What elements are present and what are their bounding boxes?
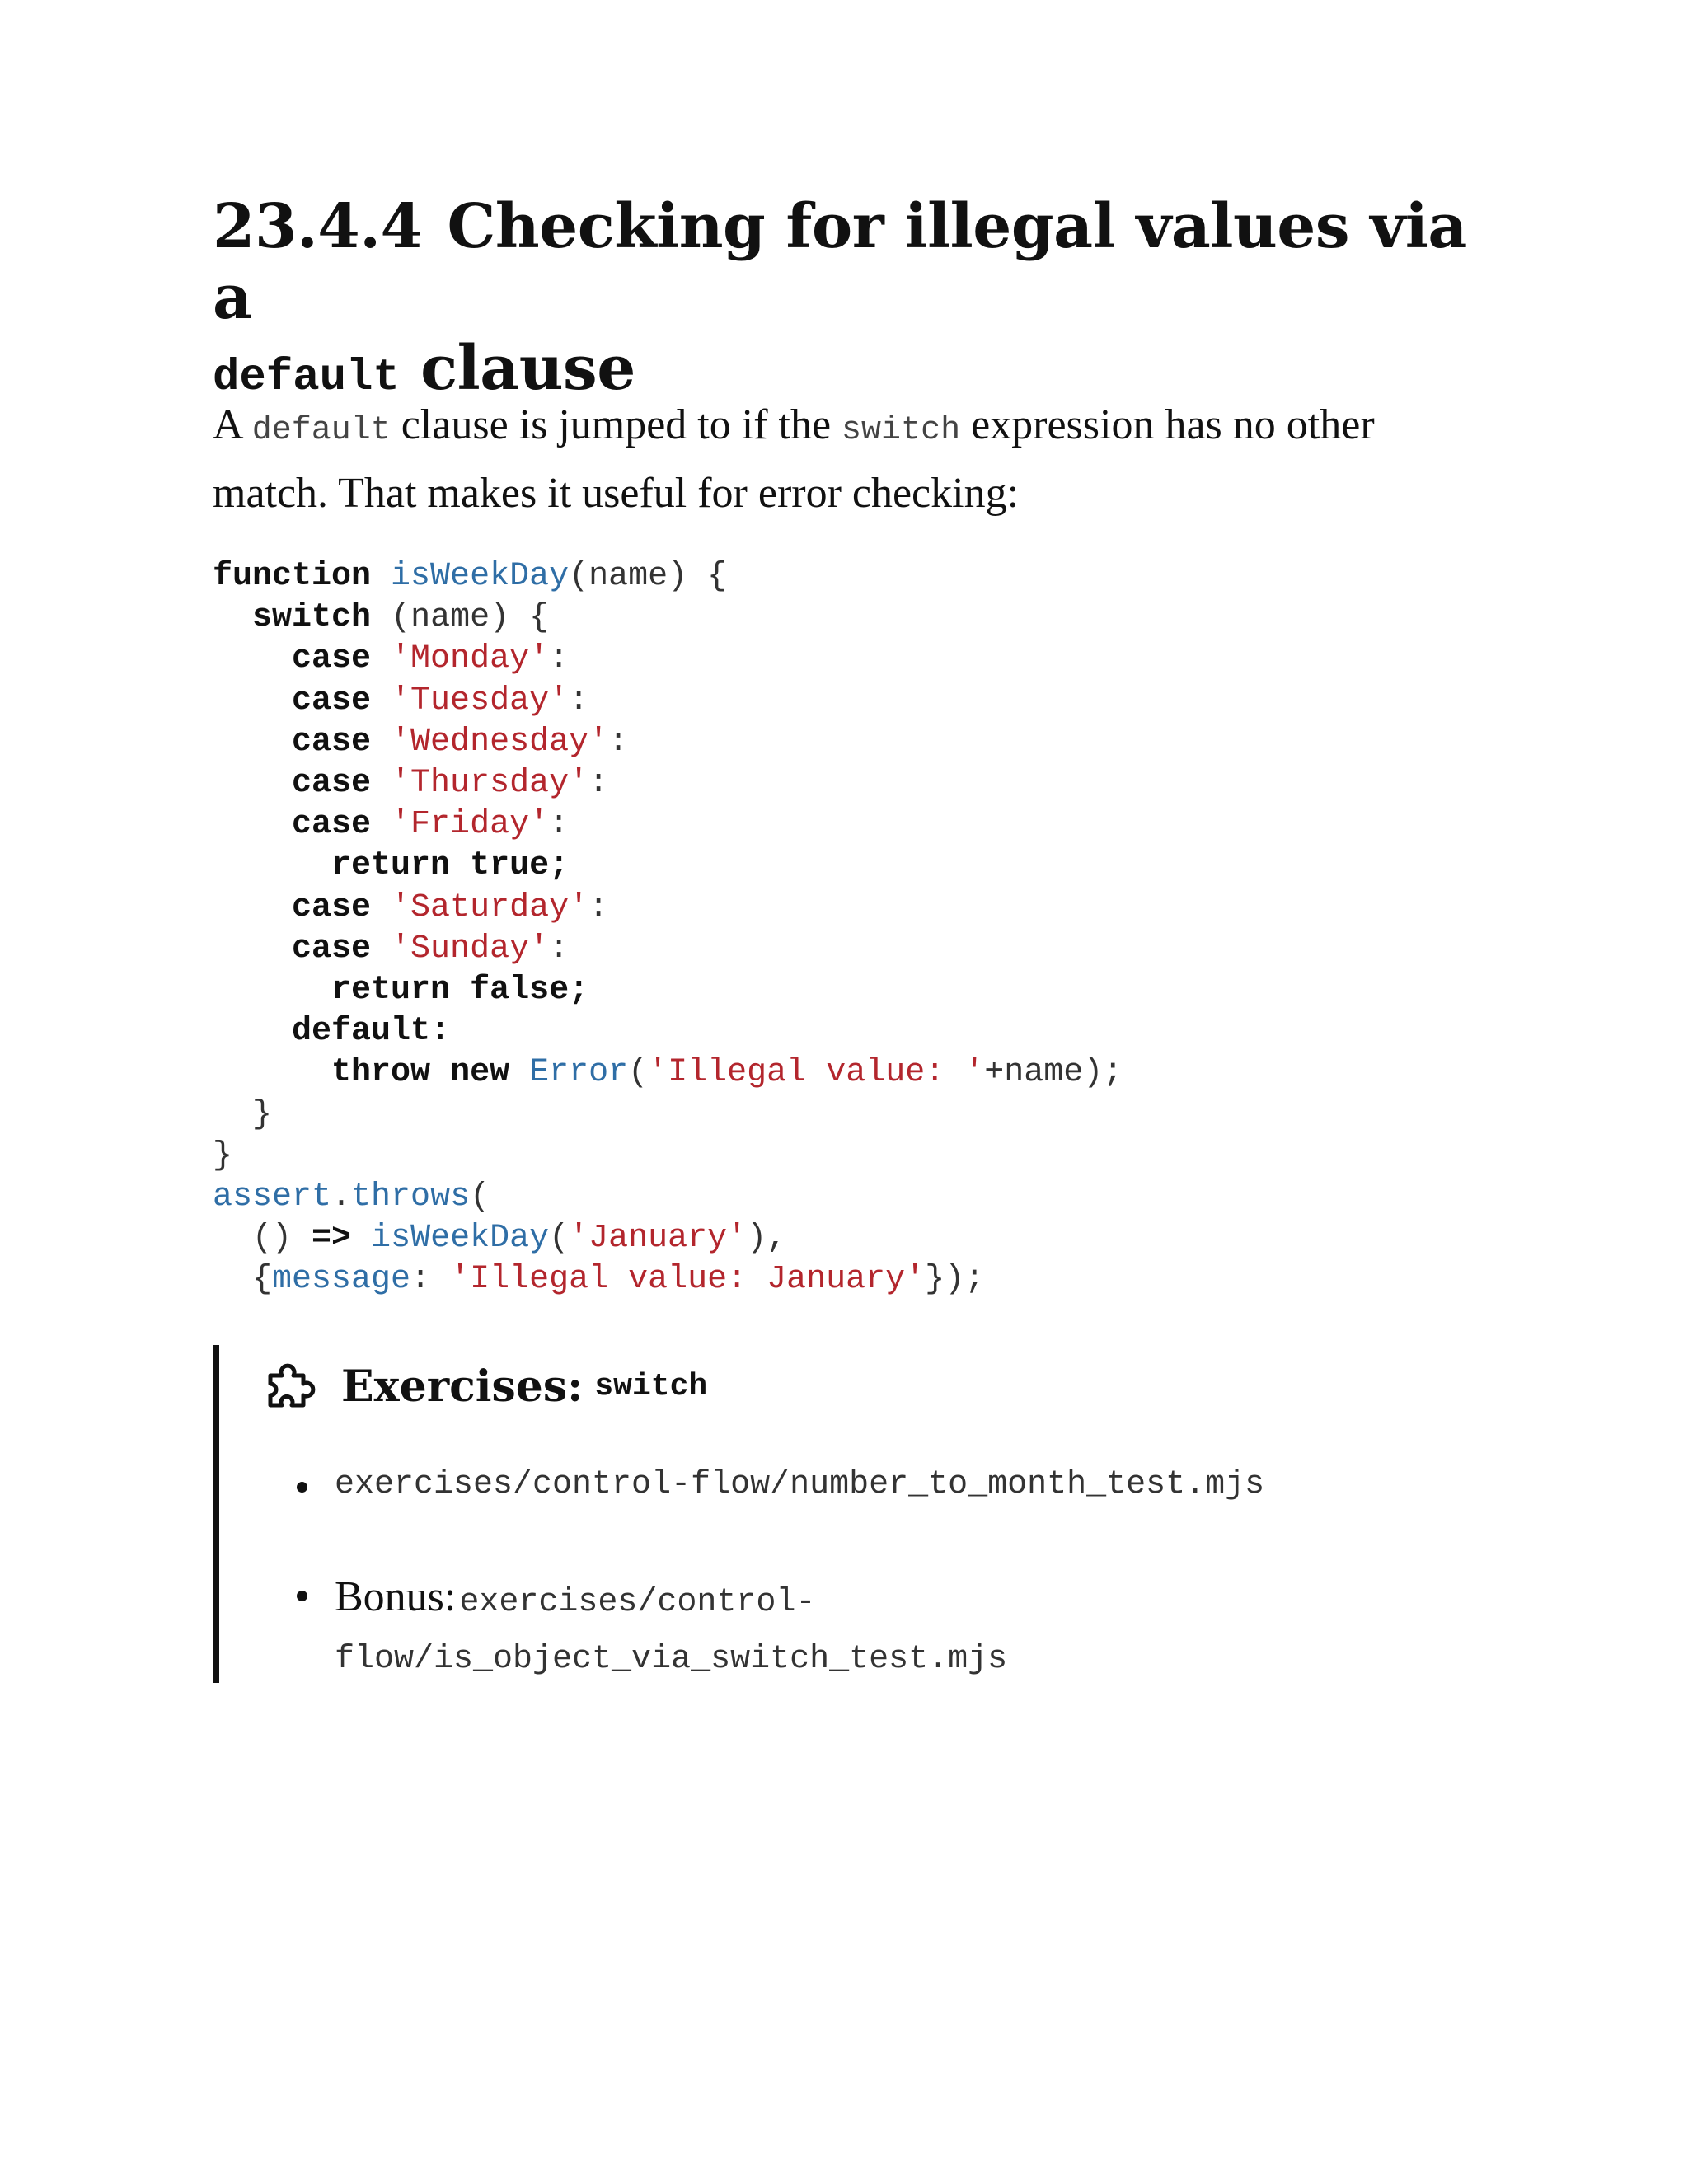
code-punct: ),: [747, 1220, 787, 1258]
code-punct: .: [331, 1179, 352, 1216]
code-object: assert: [213, 1179, 332, 1216]
code-text: (name) {: [569, 558, 728, 595]
code-punct: (: [470, 1179, 490, 1216]
code-string: 'Monday': [391, 640, 550, 678]
code-keyword: switch: [252, 599, 372, 637]
code-keyword: case: [292, 723, 372, 761]
para-text-1: A: [213, 401, 241, 448]
code-punct: :: [410, 1261, 431, 1299]
code-function-name: isWeekDay: [391, 558, 570, 595]
code-punct: (: [628, 1054, 649, 1092]
exercises-title: Exercises:: [341, 1361, 584, 1412]
list-item: [264, 1459, 1264, 1566]
code-block: [213, 556, 1123, 1301]
code-punct: });: [925, 1261, 985, 1299]
code-string: 'Illegal value: ': [648, 1054, 985, 1092]
code-string: 'January': [569, 1220, 748, 1258]
section-number: 23.4.4: [213, 191, 423, 262]
code-keyword: return: [331, 972, 451, 1010]
code-text: (name) {: [391, 599, 550, 637]
code-keyword: =>: [312, 1220, 352, 1258]
para-text-2: clause is jumped to if the: [401, 401, 832, 448]
code-punct: }: [252, 1095, 273, 1133]
code-punct: (: [549, 1220, 570, 1258]
code-keyword: false;: [470, 972, 589, 1010]
inline-code-switch: switch: [842, 412, 961, 449]
code-keyword: case: [292, 930, 372, 968]
section-heading: [213, 191, 1498, 414]
code-property: message: [272, 1261, 411, 1299]
code-keyword: return: [331, 847, 451, 885]
code-string: 'Thursday': [391, 765, 589, 803]
code-string: 'Saturday': [391, 888, 589, 926]
code-string: 'Illegal value: January': [450, 1261, 926, 1299]
code-keyword: case: [292, 682, 372, 719]
code-punct: }: [213, 1137, 233, 1174]
exercise-list: [264, 1459, 1264, 1691]
exercises-title-code: switch: [594, 1368, 708, 1404]
code-punct: (): [252, 1220, 293, 1258]
list-item: [264, 1566, 1264, 1691]
body-paragraph: [213, 394, 1449, 525]
code-keyword: case: [292, 640, 372, 678]
code-keyword: case: [292, 765, 372, 803]
code-function-name: isWeekDay: [371, 1220, 550, 1258]
code-string: 'Friday': [391, 806, 550, 844]
bonus-label: Bonus:: [335, 1573, 457, 1620]
code-punct: {: [252, 1261, 273, 1299]
code-punct: :: [608, 723, 629, 761]
heading-text-end: clause: [420, 333, 635, 404]
code-punct: :: [588, 888, 609, 926]
code-punct: :: [569, 682, 589, 719]
heading-text: Checking for illegal values via a: [213, 191, 1467, 333]
code-keyword: new: [450, 1054, 510, 1092]
code-function-name: throws: [351, 1179, 471, 1216]
exercises-callout: [213, 1345, 1373, 1683]
code-keyword: throw: [331, 1054, 431, 1092]
inline-code-default: default: [251, 412, 391, 449]
code-keyword: case: [292, 806, 372, 844]
heading-code-default: default: [213, 353, 400, 403]
code-keyword: function: [213, 558, 372, 595]
exercise-path-2a: exercises/control-: [459, 1584, 816, 1621]
code-function-name: Error: [529, 1054, 629, 1092]
code-punct: :: [549, 806, 570, 844]
code-string: 'Tuesday': [391, 682, 570, 719]
code-keyword: default:: [292, 1013, 451, 1051]
code-text: +name);: [984, 1054, 1123, 1092]
exercise-path-1: exercises/control-flow/number_to_month_test.mjs: [335, 1466, 1265, 1503]
code-keyword: case: [292, 888, 372, 926]
code-string: 'Sunday': [391, 930, 550, 968]
puzzle-piece-icon: [264, 1357, 323, 1416]
code-punct: :: [549, 640, 570, 678]
code-string: 'Wednesday': [391, 723, 609, 761]
para-text-3: expression has no other match. That makes it useful for error checking:: [213, 401, 1375, 517]
exercise-path-2b: flow/is_object_via_switch_test.mjs: [335, 1641, 1008, 1678]
code-punct: :: [549, 930, 570, 968]
exercises-header: [264, 1345, 707, 1427]
code-keyword: true;: [470, 847, 570, 885]
code-punct: :: [588, 765, 609, 803]
